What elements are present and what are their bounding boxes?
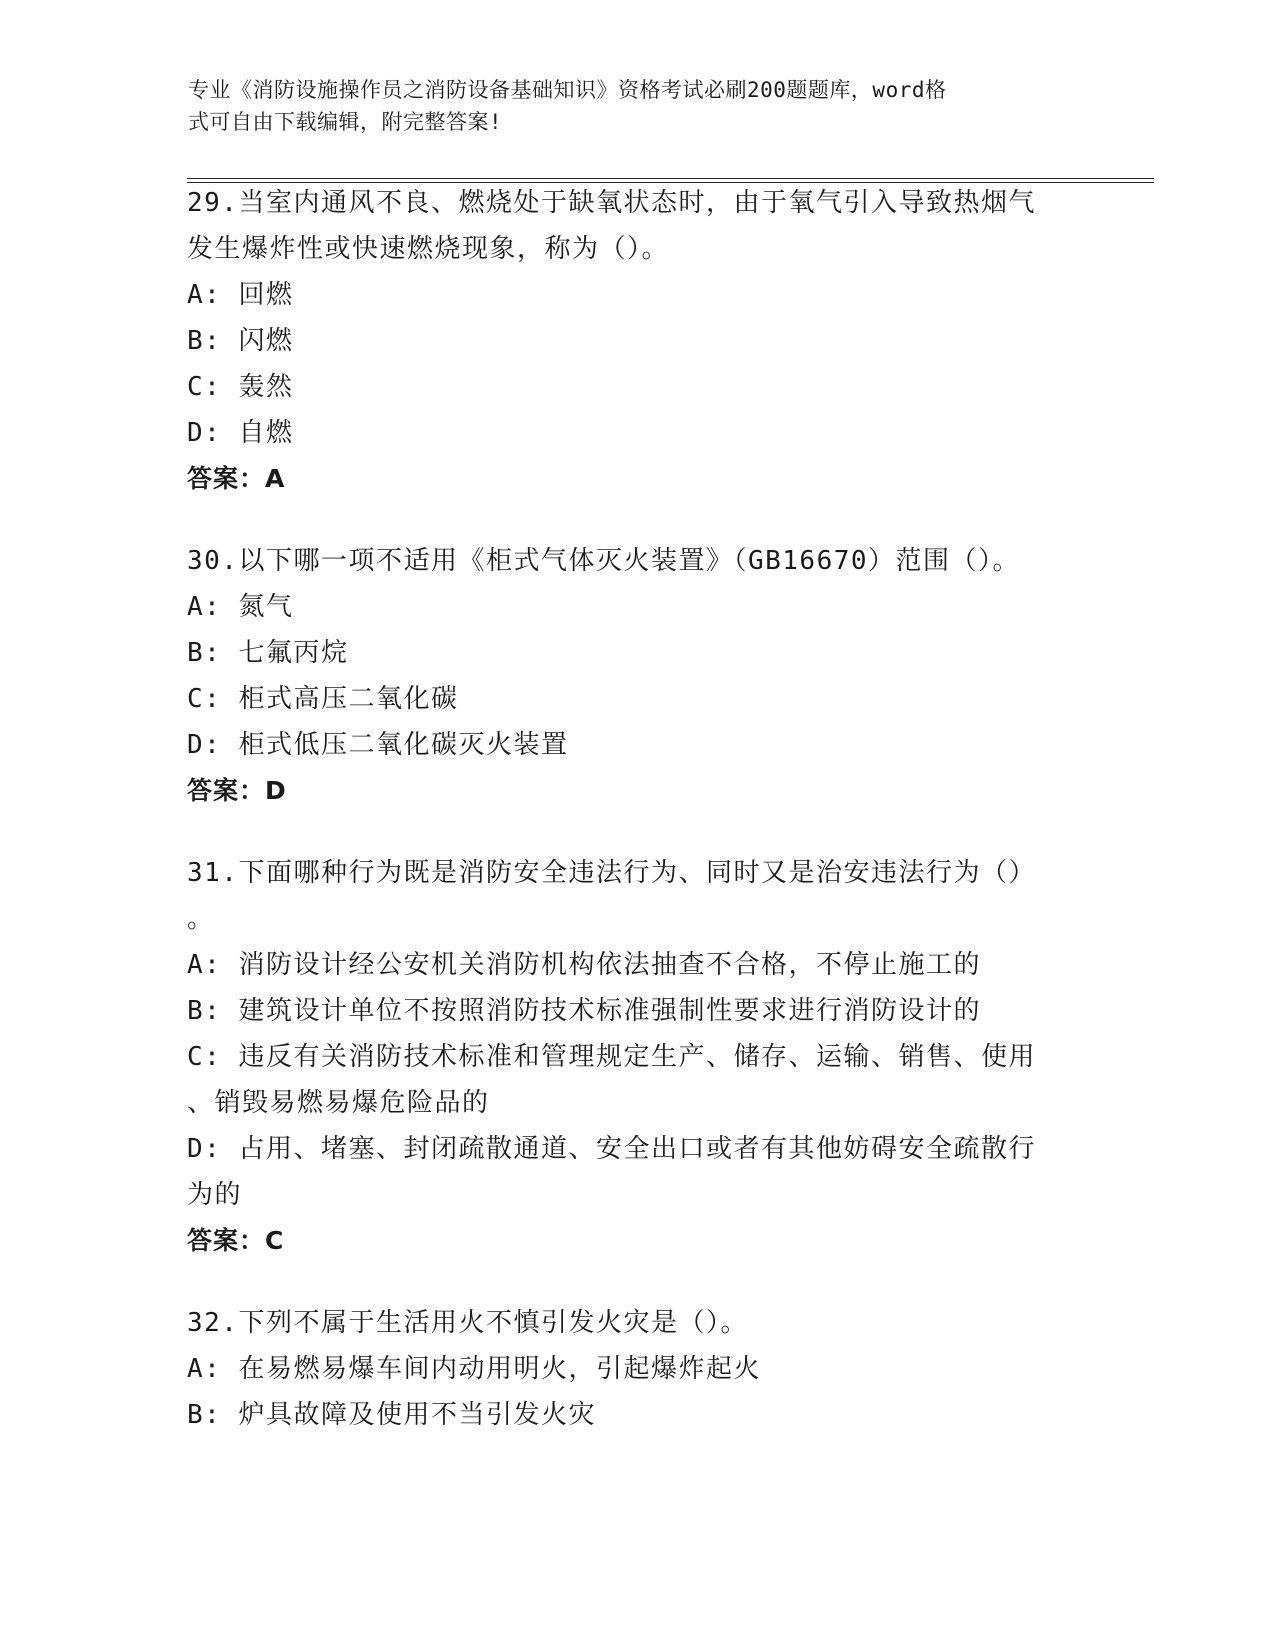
option-c-continued: 、销毁易燃易爆危险品的	[187, 1088, 490, 1118]
option-b: B: 建筑设计单位不按照消防技术标准强制性要求进行消防设计的	[187, 996, 981, 1026]
question-stem: 。	[187, 904, 215, 934]
header-line-2: 式可自由下载编辑，附完整答案!	[188, 110, 503, 134]
question-stem: 29.当室内通风不良、燃烧处于缺氧状态时，由于氧气引入导致热烟气	[187, 188, 1036, 218]
question-stem: 32.下列不属于生活用火不慎引发火灾是（）。	[187, 1308, 748, 1338]
question-29	[187, 180, 1077, 502]
option-d-continued: 为的	[187, 1180, 243, 1210]
option-c: C: 违反有关消防技术标准和管理规定生产、储存、运输、销售、使用	[187, 1042, 1036, 1072]
question-stem: 30.以下哪一项不适用《柜式气体灭火装置》（GB16670）范围（）。	[187, 546, 1021, 576]
header-line-1: 专业《消防设施操作员之消防设备基础知识》资格考试必刷200题题库，word格	[188, 78, 947, 102]
option-b: B: 炉具故障及使用不当引发火灾	[187, 1400, 596, 1430]
answer: 答案：A	[187, 464, 286, 493]
option-b: B: 七氟丙烷	[187, 638, 349, 668]
option-c: C: 轰然	[187, 372, 294, 402]
document-header	[188, 74, 1068, 138]
option-b: B: 闪燃	[187, 326, 294, 356]
option-d: D: 自燃	[187, 418, 294, 448]
question-31	[187, 850, 1077, 1264]
answer: 答案：C	[187, 1226, 285, 1255]
option-d: D: 柜式低压二氧化碳灭火装置	[187, 730, 569, 760]
option-a: A: 回燃	[187, 280, 294, 310]
option-a: A: 在易燃易爆车间内动用明火，引起爆炸起火	[187, 1354, 761, 1384]
answer: 答案：D	[187, 776, 287, 805]
question-30	[187, 538, 1077, 814]
option-d: D: 占用、堵塞、封闭疏散通道、安全出口或者有其他妨碍安全疏散行	[187, 1134, 1036, 1164]
option-a: A: 氮气	[187, 592, 294, 622]
option-a: A: 消防设计经公安机关消防机构依法抽查不合格，不停止施工的	[187, 950, 981, 980]
question-stem: 发生爆炸性或快速燃烧现象，称为（）。	[187, 234, 670, 264]
option-c: C: 柜式高压二氧化碳	[187, 684, 459, 714]
question-stem: 31.下面哪种行为既是消防安全违法行为、同时又是治安违法行为（）	[187, 858, 1036, 888]
question-32	[187, 1300, 1077, 1438]
